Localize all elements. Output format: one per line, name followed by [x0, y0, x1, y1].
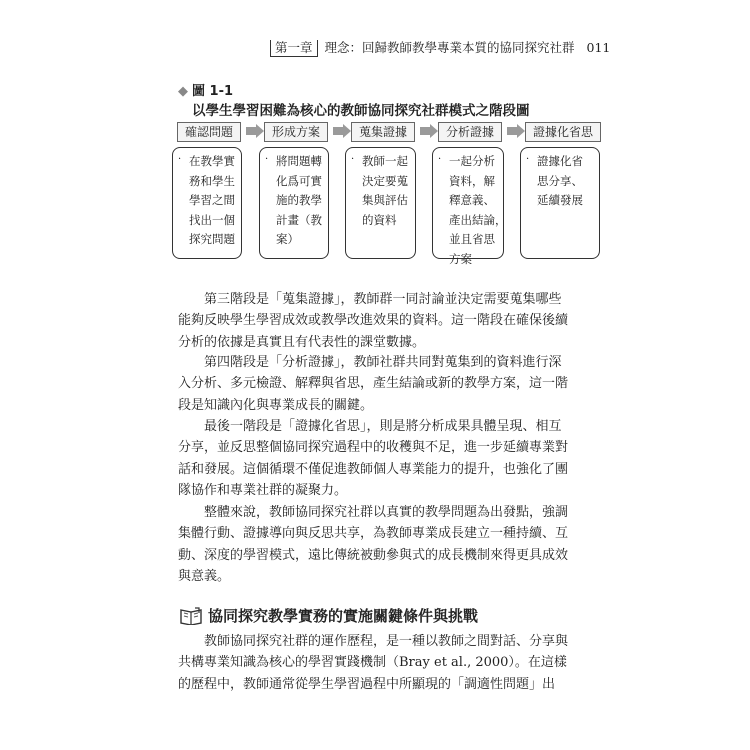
- stage-3-line: 教師一起: [362, 154, 408, 168]
- stage-header-1: 確認問題: [177, 122, 241, 142]
- stage-detail-5: [520, 147, 600, 259]
- stage-3-line: 的資料: [362, 212, 397, 227]
- stage-3-line: 集與評估: [362, 193, 408, 207]
- paragraph-stage-4: [178, 352, 588, 416]
- text-line: 最後一階段是「證據化省思」，則是將分析成果具體呈現、相互: [204, 419, 562, 434]
- stage-3-line: 決定要蒐: [362, 173, 408, 188]
- bullet-dot: ·: [265, 154, 269, 165]
- stage-5-line: 延續發展: [537, 193, 583, 207]
- stage-5-line: 思分享、: [537, 173, 583, 188]
- running-header: [270, 38, 611, 60]
- chevron-arrow-icon: [333, 124, 351, 138]
- text-line: 段是知識內化與專業成長的關鍵。: [178, 397, 374, 413]
- page-number: 011: [586, 40, 611, 55]
- stage-1-line: 學習之間: [189, 193, 235, 207]
- text-line: 入分析、多元檢證、解釋與省思，產生結論或新的教學方案，這一階: [178, 376, 569, 392]
- stage-2-line: 化爲可實: [276, 173, 322, 188]
- text-line: 集體行動、證據導向與反思共享，為教師專業成長建立一種持續、互: [178, 526, 569, 542]
- text-line: 第三階段是「蒐集證據」，教師群一同討論並決定需要蒐集哪些: [204, 292, 562, 307]
- paragraph-stage-3: [178, 289, 588, 353]
- paragraph-summary: [178, 502, 588, 587]
- stage-4-line: 並且省思: [449, 232, 495, 246]
- text-line: 分析的依據是真實且有代表性的課堂數據。: [178, 334, 426, 350]
- stage-detail-4: [432, 147, 507, 266]
- stage-2-line: 施的教學: [276, 193, 322, 207]
- stage-header-3: 蒐集證據: [351, 122, 415, 142]
- paragraph-section: [178, 631, 588, 695]
- stage-4-line: 產出結論，: [449, 212, 507, 227]
- text-line: 的歷程中，教師通常從學生學習過程中所顯現的「調適性問題」出: [178, 676, 556, 692]
- text-line: 教師協同探究社群的運作歷程，是一種以教師之間對話、分享與: [204, 634, 569, 649]
- stage-header-4: 分析證據: [438, 122, 502, 142]
- bullet-dot: ·: [526, 154, 530, 165]
- stage-header-2: 形成方案: [264, 122, 328, 142]
- section-heading-text: 協同探究教學實務的實施關鍵條件與挑戰: [208, 607, 479, 625]
- chevron-arrow-icon: [246, 124, 264, 138]
- text-line: 隊協作和專業社群的凝聚力。: [178, 482, 348, 498]
- stage-header-5: 證據化省思: [525, 122, 601, 142]
- stage-4-line: 方案: [449, 251, 472, 266]
- bullet-dot: ·: [351, 154, 355, 165]
- open-book-icon: [180, 607, 202, 629]
- stage-2-line: 將問題轉: [276, 154, 322, 168]
- chapter-title: 理念：回歸教師教學專業本質的協同探究社群: [324, 40, 575, 55]
- text-line: 動、深度的學習模式，遠比傳統被動參與式的成長機制來得更具成效: [178, 547, 569, 563]
- text-line: 整體來說，教師協同探究社群以真實的教學問題為出發點，強調: [204, 505, 569, 520]
- stage-2-line: 計畫（教: [276, 212, 322, 227]
- bullet-dot: ·: [178, 154, 182, 165]
- section-heading: [180, 605, 478, 629]
- stage-1-line: 在教學實: [189, 154, 235, 168]
- chevron-arrow-icon: [420, 124, 438, 138]
- text-line: 與意義。: [178, 568, 231, 584]
- text-line: 能夠反映學生學習成效或教學改進效果的資料。這一階段在確保後續: [178, 313, 569, 329]
- stage-4-line: 一起分析: [449, 154, 495, 168]
- figure-title: 以學生學習困難為核心的教師協同探究社群模式之階段圖: [192, 103, 530, 119]
- figure-number: 圖 1-1: [192, 84, 234, 99]
- stage-4-line: 資料，解: [449, 173, 495, 188]
- diamond-icon: ◆: [178, 84, 188, 99]
- text-line: 第四階段是「分析證據」，教師社群共同對蒐集到的資料進行深: [204, 355, 562, 370]
- stage-detail-1: [172, 147, 242, 259]
- stage-2-line: 案）: [276, 232, 299, 246]
- stage-1-line: 探究問題: [189, 232, 235, 246]
- stage-1-line: 找出一個: [189, 212, 235, 227]
- chapter-tab: 第一章: [270, 40, 318, 57]
- text-line: 話和發展。這個循環不僅促進教師個人專業能力的提升，也強化了團: [178, 461, 569, 477]
- figure-label: [178, 80, 233, 99]
- text-line: 分享，並反思整個協同探究過程中的收穫與不足，進一步延續專業對: [178, 440, 569, 456]
- bullet-dot: ·: [438, 154, 442, 165]
- stage-5-line: 證據化省: [537, 154, 583, 168]
- stage-detail-2: [259, 147, 329, 259]
- text-line: 共構專業知識為核心的學習實踐機制（Bray et al., 2000）。在這樣: [178, 655, 567, 671]
- paragraph-stage-5: [178, 416, 588, 501]
- stage-4-line: 釋意義、: [449, 193, 495, 207]
- stage-1-line: 務和學生: [189, 173, 235, 188]
- stage-detail-3: [345, 147, 416, 259]
- chevron-arrow-icon: [507, 124, 525, 138]
